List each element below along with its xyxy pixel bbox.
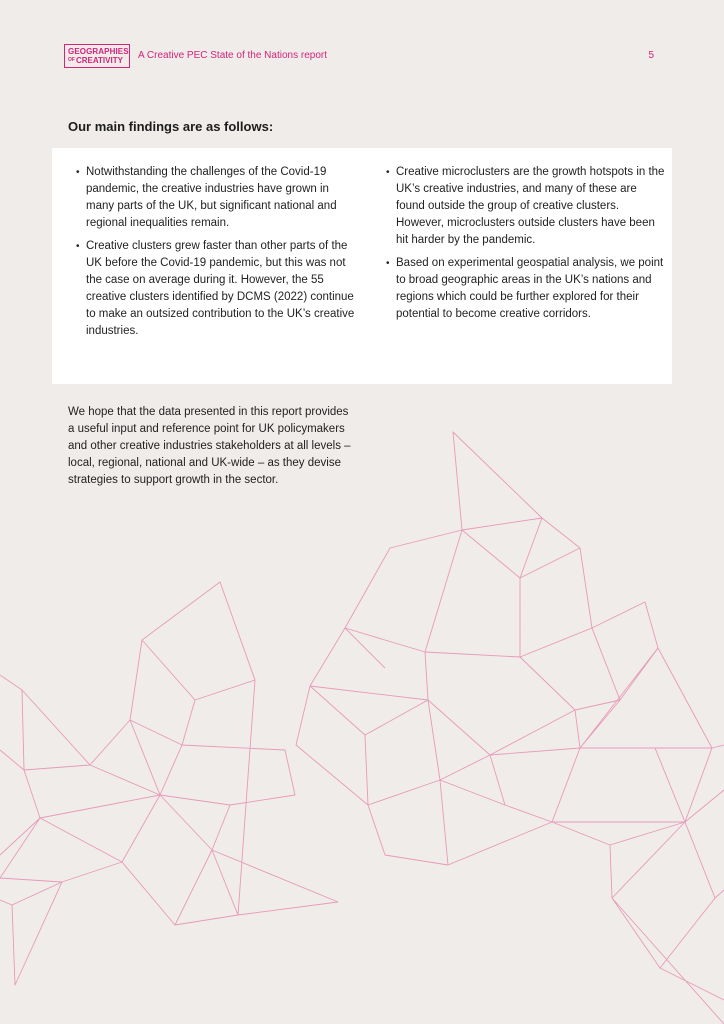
logo-line-1: GEOGRAPHIES bbox=[68, 47, 129, 56]
closing-paragraph: We hope that the data presented in this report provides a useful input and reference point for UK policymakers and other creative industries stakeholders at all levels – local, regional, national and UK-wide – as they devise strategies to support growth in the sector. bbox=[68, 406, 351, 486]
logo-of: OF bbox=[68, 57, 75, 63]
findings-heading: Our main findings are as follows: bbox=[68, 119, 274, 134]
page-number: 5 bbox=[648, 50, 654, 61]
finding-item: • Creative microclusters are the growth hotspots in the UK’s creative industries, and many of these are found outside the group of creative clusters. However, microclusters outside clusters have been hit harder by the pandemic. bbox=[386, 164, 666, 249]
report-title: A Creative PEC State of the Nations report bbox=[138, 50, 327, 61]
finding-item: • Creative clusters grew faster than other parts of the UK before the Covid-19 pandemic, but this was not the case on average during it. However, the 55 creative clusters identified by DCMS (2022) continue to make an outsized contribution to the UK’s creative industries. bbox=[76, 238, 356, 340]
finding-item: • Notwithstanding the challenges of the Covid-19 pandemic, the creative industries have grown in many parts of the UK, but significant national and regional inequalities remain. bbox=[76, 164, 356, 232]
finding-item: • Based on experimental geospatial analysis, we point to broad geographic areas in the UK’s nations and regions which could be further explored for their potential to become creative corridors. bbox=[386, 255, 666, 323]
logo-line-2-text: CREATIVITY bbox=[75, 56, 123, 65]
